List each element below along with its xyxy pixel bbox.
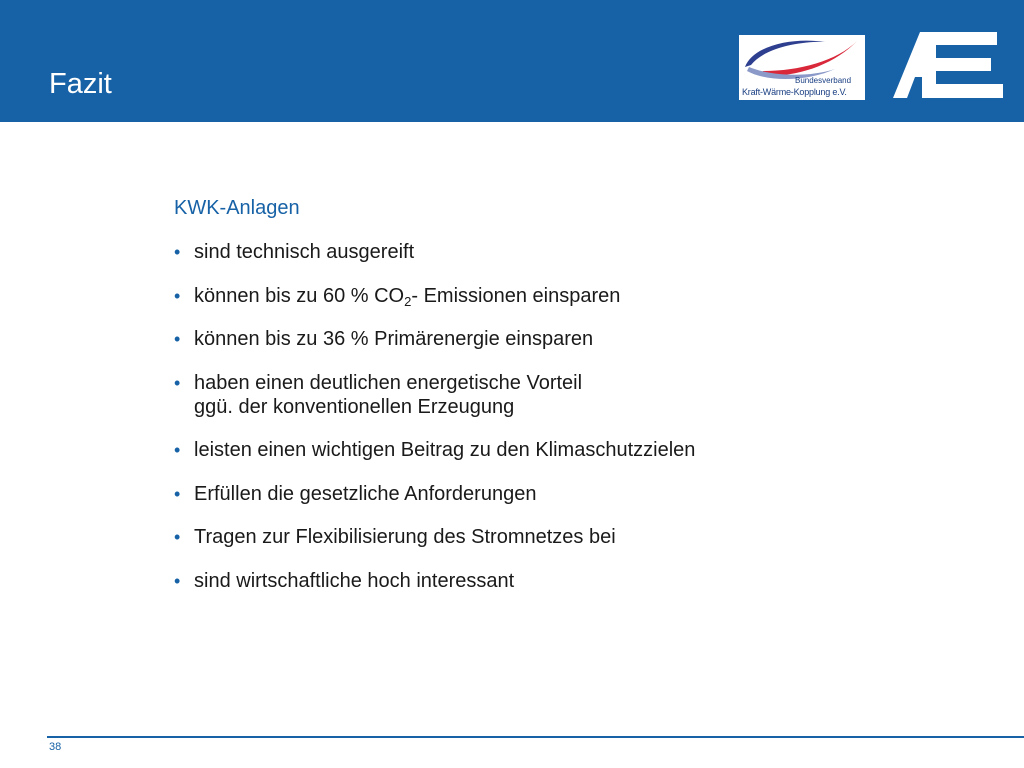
bullet-text: können bis zu 36 % Primärenergie einsparen bbox=[194, 328, 594, 350]
ae-logo bbox=[893, 31, 1005, 104]
bullet-icon: • bbox=[174, 372, 181, 393]
bullet-text-continued: - Emissionen einsparen bbox=[411, 284, 621, 307]
co2-subscript: 2 bbox=[404, 293, 412, 309]
header-bar bbox=[0, 0, 1024, 122]
bullet-text: Erfüllen die gesetzliche Anforderungen bbox=[194, 482, 537, 505]
list-item bbox=[174, 327, 874, 351]
list-item bbox=[174, 371, 874, 419]
ae-logo-icon bbox=[893, 31, 1005, 99]
bullet-icon: • bbox=[174, 242, 181, 262]
list-item bbox=[174, 482, 874, 506]
section-heading: KWK-Anlagen bbox=[174, 197, 300, 219]
list-item bbox=[174, 438, 874, 462]
bullet-text: sind technisch ausgereift bbox=[194, 241, 415, 263]
bkwk-logo-line1: Bundesverband bbox=[795, 76, 852, 85]
list-item bbox=[174, 240, 874, 264]
content-area bbox=[174, 196, 874, 612]
footer-divider bbox=[47, 736, 1024, 738]
bullet-text: leisten einen wichtigen Beitrag zu den Klimaschutzzielen bbox=[194, 439, 696, 461]
bullet-icon: • bbox=[174, 483, 181, 504]
list-item bbox=[174, 525, 874, 549]
bullet-icon: • bbox=[174, 570, 181, 591]
list-item bbox=[174, 284, 874, 308]
bullet-text: können bis zu 60 % CO bbox=[194, 284, 405, 307]
slide-title: Fazit bbox=[49, 68, 112, 100]
bullet-list bbox=[174, 240, 874, 593]
bullet-icon: • bbox=[174, 527, 181, 547]
bullet-text: haben einen deutlichen energetische Vorteil bbox=[194, 371, 583, 394]
bullet-icon: • bbox=[174, 285, 181, 306]
page-number: 38 bbox=[49, 741, 62, 753]
bullet-text-line2: ggü. der konventionellen Erzeugung bbox=[194, 395, 515, 418]
bullet-text: Tragen zur Flexibilisierung des Stromnetzes bei bbox=[194, 526, 616, 548]
bkwk-logo-line2: Kraft-Wärme-Kopplung e.V. bbox=[742, 87, 847, 97]
bullet-icon: • bbox=[174, 329, 181, 349]
bullet-text: sind wirtschaftliche hoch interessant bbox=[194, 569, 515, 592]
bullet-icon: • bbox=[174, 440, 181, 460]
list-item bbox=[174, 569, 874, 593]
bkwk-logo bbox=[739, 35, 865, 100]
